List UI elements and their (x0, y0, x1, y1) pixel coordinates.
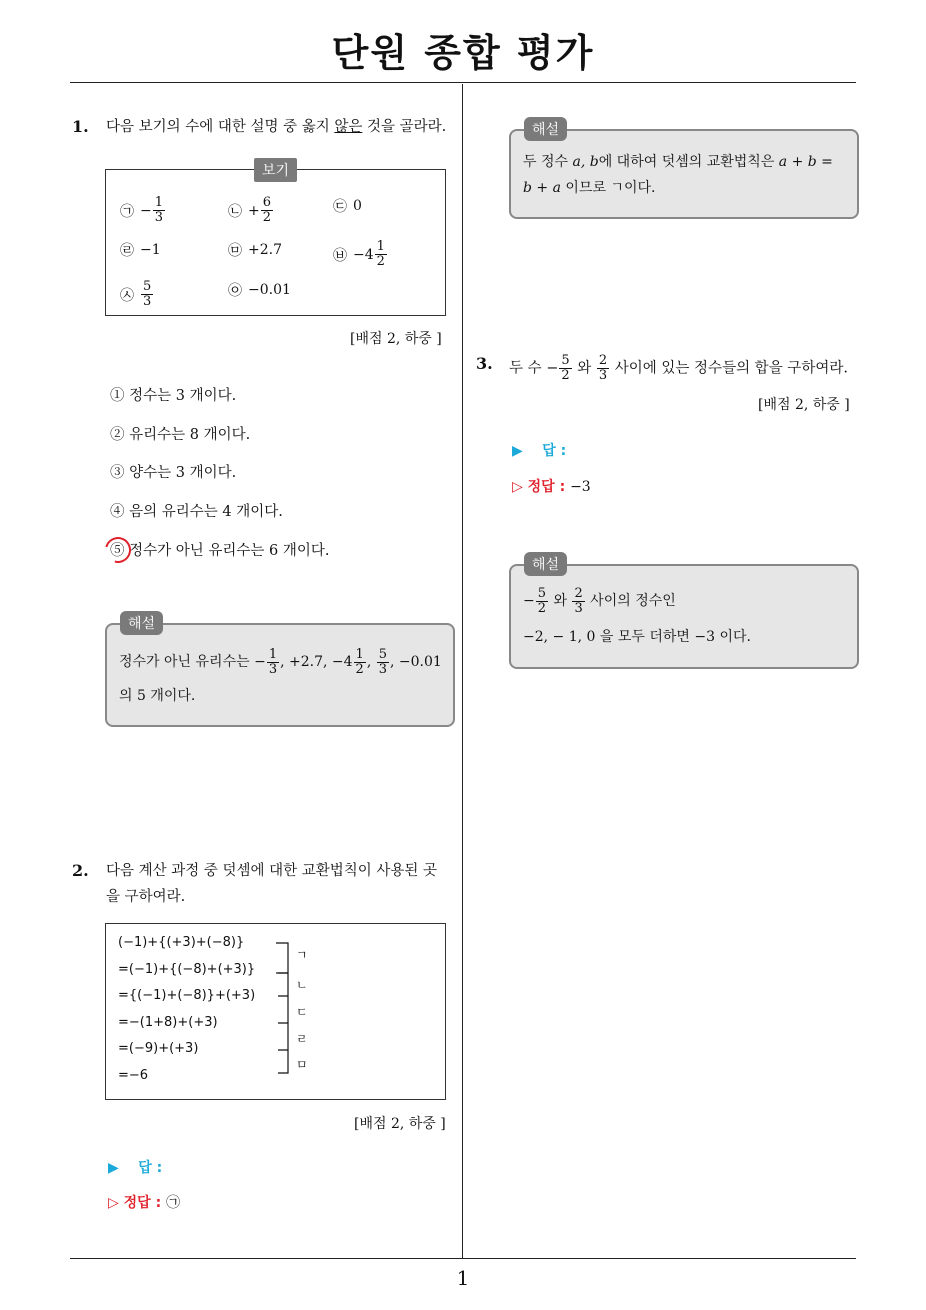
choice-mark: ① (110, 388, 130, 404)
bogi-item-value: +2.7 (248, 242, 282, 258)
bogi-item-value: 0 (353, 198, 362, 214)
step-label: ㄷ (296, 1005, 308, 1019)
q3-solution-label: 해설 (524, 552, 567, 576)
q3-sol-frac (572, 587, 584, 616)
bogi-item (333, 196, 362, 216)
q2-solution-label: 해설 (524, 117, 567, 141)
bracket-2 (278, 973, 288, 996)
q1-sol-frac (377, 648, 389, 677)
q2-solution-line2 (523, 173, 655, 203)
q2-answer-row (108, 1157, 162, 1177)
bogi-item-mark: ㉥ (333, 247, 347, 264)
play-icon: ▶ (108, 1160, 119, 1176)
frac-den: 3 (598, 368, 608, 383)
choice-mark: ④ (110, 504, 130, 520)
q3-correct-label: 정답 : (527, 479, 566, 495)
q3-text-part: 사이에 있는 정수들의 합을 구하여라. (610, 360, 848, 377)
q1-sol-text: , +2.7, −4 (280, 654, 353, 670)
step-label: ㅁ (296, 1058, 308, 1072)
frac-den: 2 (537, 600, 547, 616)
q2-correct-value: ㉠ (166, 1195, 181, 1211)
q1-sol-text: , (366, 654, 372, 670)
choice-mark: ② (110, 427, 130, 443)
calc-line: (−1)+{(+3)+(−8)} (118, 935, 245, 950)
q3-solution-line2: −2, − 1, 0 을 모두 더하면 −3 이다. (523, 629, 751, 645)
choice-text: 유리수는 8 개이다. (129, 427, 251, 443)
step-label: ㄹ (296, 1032, 308, 1046)
q2-sol-vars: a, b (572, 154, 599, 170)
q3-sol-frac (536, 587, 548, 616)
frac-num: 2 (574, 585, 583, 601)
frac-num: 5 (561, 353, 570, 368)
bogi-frac: $\frac{1}{3}$ (154, 195, 164, 225)
q3-correct-value: −3 (570, 479, 591, 495)
q1-choice-5[interactable] (110, 539, 329, 560)
bogi-item-value: − $\frac{1}{3}$ (140, 195, 164, 225)
q1-sol-text: , −0.01 (390, 654, 442, 670)
bogi-item (228, 196, 274, 225)
bogi-item-value: + $\frac{6}{2}$ (248, 195, 272, 225)
q1-choice-2[interactable] (110, 423, 250, 444)
q1-sol-text: 정수가 아닌 유리수는 (119, 654, 255, 670)
step-label: ㄱ (296, 948, 308, 962)
q1-number: 1. (72, 117, 89, 136)
choice-mark: ⑤ (110, 543, 130, 559)
q3-sol-text: 와 (549, 593, 572, 609)
frac-den: 3 (574, 600, 583, 616)
top-divider (70, 82, 856, 83)
bogi-label: 보기 (254, 158, 297, 182)
bogi-item (228, 280, 291, 300)
bracket-1 (276, 943, 288, 973)
q1-text (106, 113, 446, 142)
q3-text-part: 와 (572, 360, 596, 377)
q3-solution-line1 (523, 586, 676, 616)
calc-line: ={(−1)+(−8)}+(+3) (118, 988, 256, 1003)
bogi-item-value: −4 $\frac{1}{2}$ (353, 239, 385, 269)
bracket-3 (278, 996, 288, 1023)
q1-choice-3[interactable] (110, 461, 236, 482)
selected-answer-circle (100, 532, 136, 568)
frac-num: 5 (537, 585, 547, 601)
q2-number: 2. (72, 861, 89, 880)
q1-solution-label: 해설 (120, 611, 163, 635)
outline-play-icon: ▷ (108, 1195, 119, 1211)
choice-mark: ③ (110, 465, 130, 481)
q1-solution-box (105, 623, 455, 727)
q2-sol-text: 이므로 ㄱ이다. (560, 180, 656, 196)
bogi-frac: $\frac{6}{2}$ (262, 195, 272, 225)
q3-correct-row (512, 476, 591, 496)
frac-den: 3 (378, 661, 387, 677)
q3-frac (559, 354, 571, 383)
q2-meta: [배점 2, 하중 ] (354, 1116, 446, 1132)
calc-line: =−6 (118, 1067, 149, 1083)
q1-sol-frac (267, 648, 279, 677)
bogi-item (333, 240, 388, 269)
bogi-item-value: −1 (140, 242, 161, 258)
bogi-item-value: −0.01 (248, 282, 291, 298)
q1-sol-frac (354, 648, 366, 677)
bottom-divider (70, 1258, 856, 1259)
frac-num: 1 (268, 646, 278, 662)
choice-text: 음의 유리수는 4 개이다. (129, 504, 283, 520)
q2-sol-formula: b + a (523, 180, 561, 196)
q1-text-underlined: 않은 (334, 119, 363, 135)
q3-sol-text: − (523, 593, 535, 609)
q1-solution-line1 (119, 647, 442, 677)
q2-text-line1: 다음 계산 과정 중 덧셈에 대한 교환법칙이 사용된 곳 (106, 863, 438, 879)
bracket-5 (278, 1050, 288, 1073)
q1-choice-1[interactable] (110, 384, 236, 405)
bogi-item (120, 240, 161, 260)
q3-text-part: 두 수 − (509, 360, 559, 377)
frac-num: 2 (598, 353, 608, 368)
calc-line: =(−9)+(+3) (118, 1041, 199, 1056)
bogi-item-mark: ㉠ (120, 203, 134, 220)
page-title: 단원 종합 평가 (331, 31, 595, 75)
bogi-item-mark: ㉧ (228, 283, 242, 299)
q1-sol-text: − (254, 654, 266, 670)
q2-solution-box (509, 129, 859, 219)
calc-line: =(−1)+{(−8)+(+3)} (118, 961, 256, 977)
bogi-item (228, 240, 282, 260)
q1-choice-4[interactable] (110, 500, 283, 521)
choice-text: 정수는 3 개이다. (129, 388, 237, 404)
choice-text: 양수는 3 개이다. (129, 465, 237, 481)
q3-answer-row (512, 440, 566, 460)
q3-answer-label: 답 : (542, 443, 567, 459)
bogi-item-mark: ㉤ (228, 243, 242, 259)
q2-text-line2: 을 구하여라. (106, 889, 186, 905)
q2-correct-row (108, 1192, 180, 1212)
bogi-frac: $\frac{5}{3}$ (143, 279, 152, 309)
outline-play-icon: ▷ (512, 479, 523, 495)
frac-num: 1 (355, 646, 364, 662)
frac-den: 2 (561, 368, 570, 383)
calc-line: =−(1+8)+(+3) (118, 1014, 218, 1030)
bogi-item-mark: ㉣ (120, 243, 134, 259)
q2-sol-text: 두 정수 (523, 154, 573, 170)
q1-text-part: 다음 보기의 수에 대한 설명 중 옳지 (106, 119, 335, 135)
q2-sol-text: 에 대하여 덧셈의 교환법칙은 (598, 154, 779, 170)
q2-sol-formula: a + b = (778, 154, 833, 170)
q1-meta: [배점 2, 하중 ] (350, 331, 442, 347)
page-number: 1 (456, 1266, 470, 1290)
q2-correct-label: 정답 : (123, 1195, 162, 1211)
bogi-frac: $\frac{1}{2}$ (376, 239, 385, 269)
calc-lines (118, 930, 255, 1089)
bogi-item-mark: ㉦ (120, 287, 134, 304)
q3-solution-box (509, 564, 859, 669)
q3-text (509, 354, 848, 384)
q3-sol-text: 사이의 정수인 (585, 593, 676, 609)
step-label: ㄴ (296, 978, 308, 992)
q1-solution-line2: 의 5 개이다. (119, 688, 196, 704)
q2-answer-label: 답 : (138, 1160, 163, 1176)
bogi-item-mark: ㉡ (228, 203, 242, 220)
column-divider (462, 84, 463, 1259)
q3-meta: [배점 2, 하중 ] (758, 397, 850, 413)
bogi-item-mark: ㉢ (333, 199, 347, 215)
choice-text: 정수가 아닌 유리수는 6 개이다. (129, 543, 330, 559)
q3-frac (597, 354, 609, 383)
bogi-item (120, 196, 166, 225)
frac-den: 3 (268, 661, 278, 677)
bogi-item (120, 280, 154, 309)
q3-number: 3. (476, 354, 493, 373)
bogi-item-value (140, 280, 154, 309)
frac-den: 2 (355, 661, 364, 677)
bracket-4 (278, 1023, 288, 1050)
q1-text-part: 것을 골라라. (362, 119, 447, 135)
frac-num: 5 (378, 646, 387, 662)
play-icon: ▶ (512, 443, 523, 459)
